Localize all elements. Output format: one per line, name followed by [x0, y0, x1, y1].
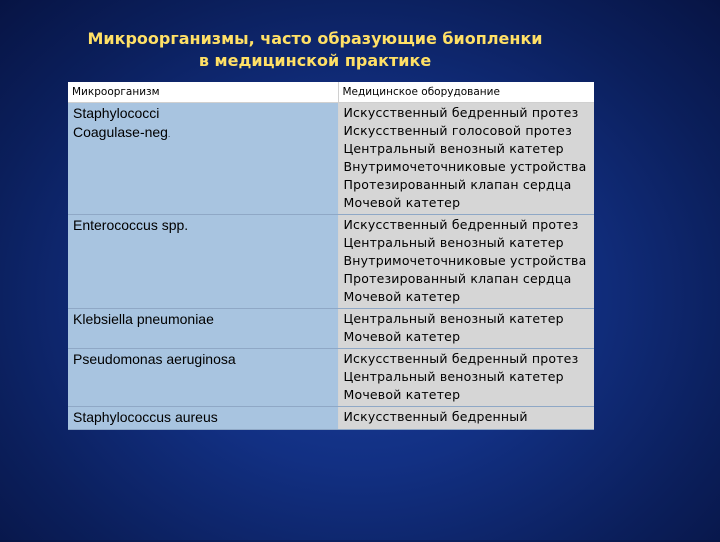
biofilm-table-container: [68, 82, 594, 542]
table-row: [68, 309, 594, 349]
organism-cell: [68, 215, 338, 309]
equipment-cell: Центральный венозный катетер Мочевой катетер: [338, 309, 594, 349]
slide-title: [0, 28, 630, 72]
organism-name-line2: [73, 123, 334, 144]
equipment-cell: Искусственный бедренный протез Центральный венозный катетер Мочевой катетер: [338, 349, 594, 407]
equipment-cell: Искусственный бедренный протез Искусственный голосовой протез Центральный венозный катетер Внутримочеточниковые устройства Протезированный клапан сердца Мочевой катетер: [338, 103, 594, 215]
biofilm-table: [68, 82, 594, 430]
organism-name: Pseudomonas aeruginosa: [73, 351, 236, 367]
organism-cell: [68, 309, 338, 349]
organism-cell: [68, 407, 338, 430]
header-equipment: Медицинское оборудование: [338, 82, 594, 103]
header-organism: Микроорганизм: [68, 82, 338, 103]
equipment-cell: Искусственный бедренный: [338, 407, 594, 430]
table-row: [68, 349, 594, 407]
table-row: [68, 407, 594, 430]
organism-name-part: Coagulase-neg: [73, 124, 168, 140]
organism-name: Staphylococci: [73, 105, 160, 121]
organism-cell: [68, 103, 338, 215]
organism-suffix: .: [167, 130, 171, 139]
title-line-1: Микроорганизмы, часто образующие биопленки: [87, 29, 543, 48]
title-line-2: в медицинской практике: [198, 51, 432, 70]
table-header-row: [68, 82, 594, 103]
organism-name: Enterococcus spp.: [73, 217, 189, 233]
organism-name: Staphylococcus aureus: [73, 409, 218, 425]
table-row: [68, 215, 594, 309]
organism-name: Klebsiella pneumoniae: [73, 311, 214, 327]
equipment-cell: Искусственный бедренный протез Центральный венозный катетер Внутримочеточниковые устройства Протезированный клапан сердца Мочевой катетер: [338, 215, 594, 309]
table-row: [68, 103, 594, 215]
organism-cell: [68, 349, 338, 407]
